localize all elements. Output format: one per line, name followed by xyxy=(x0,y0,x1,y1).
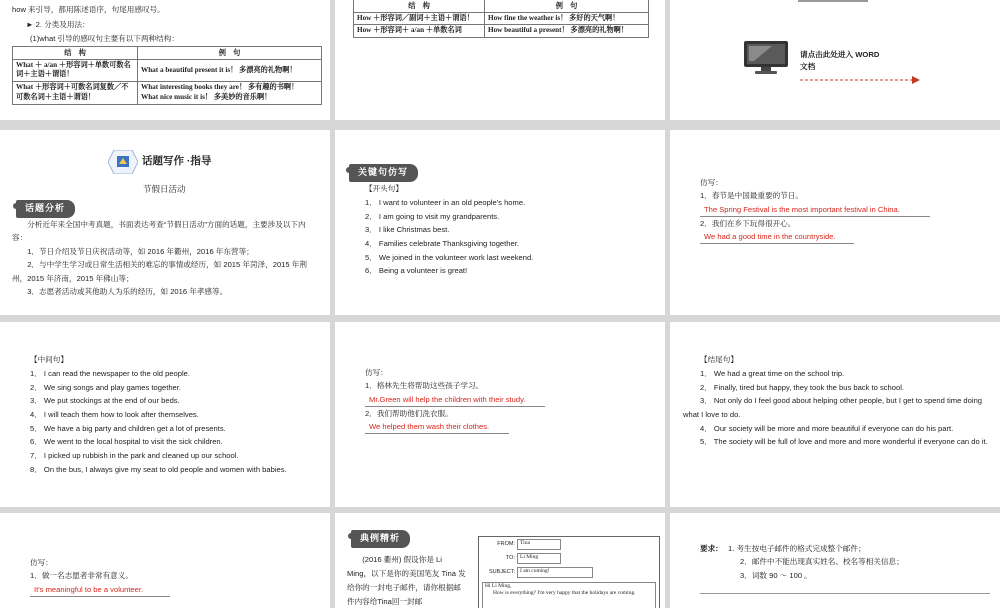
question-line: 2．我们在乡下玩得很开心。 xyxy=(700,218,796,228)
list-item: 8． On the bus, I always give my seat to old people and women with babies. xyxy=(30,464,287,474)
list-item: 4． Our society will be more and more beautiful if everyone can do his part. xyxy=(700,423,954,433)
email-panel xyxy=(478,536,660,608)
slide-requirements[interactable] xyxy=(670,513,1000,608)
email-body xyxy=(482,582,656,608)
example-text: (2016 衢州) 假设你是 Li Ming，以下是你的美国笔友 Tina 发给你的一封电子邮件，请你根据邮件内容给Tina回一封邮 xyxy=(347,555,466,607)
answer-line: We helped them wash their clothes. xyxy=(365,420,509,434)
sentence-list xyxy=(365,196,533,278)
section-head: 【中间句】 xyxy=(30,355,68,364)
divider xyxy=(700,593,990,594)
answer-line: The Spring Festival is the most important festival in China. xyxy=(700,203,930,217)
how-table xyxy=(353,0,649,38)
table-cell: How ＋形容词＋ a/an ＋单数名词 xyxy=(354,25,485,38)
list-item: 4． Families celebrate Thanksgiving together. xyxy=(365,238,519,248)
list-item: 5． We joined in the volunteer work last weekend. xyxy=(365,252,534,262)
question-line: 1．春节是中国最重要的节日。 xyxy=(700,191,803,201)
sentence-list xyxy=(683,367,989,449)
section-badge: 典例精析 xyxy=(351,530,410,548)
section-head: 【开头句】 xyxy=(365,184,403,193)
monitor-icon[interactable] xyxy=(742,39,790,75)
analysis-paragraph: 分析近年来全国中考真题，书面表达考查“节假日活动”方面的话题，主要涉及以下内容： xyxy=(12,220,306,243)
list-item: 5． The society will be full of love and more and more wonderful if everyone can do it. xyxy=(700,437,988,447)
slide-how-exclamation[interactable] xyxy=(335,0,665,120)
practice-label: 仿写： xyxy=(30,558,53,567)
table-cell xyxy=(138,82,322,104)
table-cell: How ＋形容词／副词＋主语＋谓语！ xyxy=(354,12,485,25)
email-to-label: TO: xyxy=(505,555,515,561)
topic-logo-icon xyxy=(108,150,138,174)
slide-opening-sentences[interactable] xyxy=(335,130,665,315)
slide-practice-1[interactable] xyxy=(670,130,1000,315)
what-title: (1)what 引导的感叹句主要有以下两种结构： xyxy=(30,34,179,43)
table-header: 例 句 xyxy=(485,0,649,12)
list-item: 5． We have a big party and children get a lot of presents. xyxy=(30,423,226,433)
list-item: 3． Not only do I feel good about helping other people, but I get to spend time doing what I love to do. xyxy=(683,396,983,419)
table-row xyxy=(13,82,322,104)
email-to-field: Li Ming xyxy=(517,553,561,564)
list-item: 2． Finally, tired but happy, they took the bus back to school. xyxy=(700,382,905,392)
table-cell: What a beautiful present it is！ 多漂亮的礼物啊！ xyxy=(138,59,322,81)
list-item: 7． I picked up rubbish in the park and cleaned up our school. xyxy=(30,450,239,460)
example-line: What nice music it is！ 多美妙的音乐啊！ xyxy=(141,92,272,101)
list-item: 6． Being a volunteer is great! xyxy=(365,266,468,276)
example-line: What interesting books they are！ 多有趣的书啊！ xyxy=(141,83,299,92)
intro-text: how 来引导，都用陈述语序，句尾用感叹号。 xyxy=(12,5,165,14)
section-badge: 关键句仿写 xyxy=(349,164,418,182)
list-item: 4． I will teach them how to look after themselves. xyxy=(30,409,199,419)
table-header: 例 句 xyxy=(138,47,322,60)
list-item: 3．志愿者活动或其他助人为乐的经历，如 2016 年孝感等。 xyxy=(27,286,228,296)
table-row xyxy=(13,59,322,81)
answer-line: Mr.Green will help the children with their study. xyxy=(365,393,545,407)
answer-line: It's meaningful to be a volunteer. xyxy=(30,583,170,597)
answer-line: We had a good time in the countryside. xyxy=(700,230,854,244)
question-line: 2．我们帮助他们洗衣服。 xyxy=(365,408,453,418)
slide-topic-analysis[interactable] xyxy=(0,130,330,315)
practice-label: 仿写： xyxy=(365,368,388,377)
list-item: 1． I want to volunteer in an old people's home. xyxy=(365,198,526,207)
email-body-line: Hi Li Ming, xyxy=(485,583,512,589)
table-cell: How fine the weather is！ 多好的天气啊！ xyxy=(485,12,649,25)
list-item: 1. 考生按电子邮件的格式完成整个邮件； xyxy=(728,544,866,553)
divider xyxy=(798,0,868,2)
slide-word-link[interactable] xyxy=(670,0,1000,120)
list-item: 2． We sing songs and play games together. xyxy=(30,382,181,392)
what-table xyxy=(12,46,322,105)
slide-practice-2[interactable] xyxy=(335,322,665,507)
slide-practice-3[interactable] xyxy=(0,513,330,608)
list-item: 2．与中学生学习或日常生活相关的难忘的事情或经历，如 2015 年菏泽，2015 年荆州，2015 年济南，2015 年佛山等； xyxy=(12,260,307,283)
sub-heading: ► 2. 分类及用法： xyxy=(26,20,90,29)
requirements-list xyxy=(728,542,904,582)
list-item: 3．词数 90 ～ 100 。 xyxy=(740,570,812,580)
table-cell: What ＋形容词＋可数名词复数／不可数名词＋主语＋谓语！ xyxy=(13,82,138,104)
email-body-line: How is everything? I'm very happy that the holidays are coming. xyxy=(493,590,636,597)
list-item: 3． I like Christmas best. xyxy=(365,225,450,235)
word-link[interactable]: 请点击此处进入 WORD 文档 xyxy=(800,50,880,72)
list-item: 2． I am going to visit my grandparents. xyxy=(365,211,500,221)
list-item: 1．节日介绍及节日庆祝活动等，如 2016 年衢州，2016 年东营等； xyxy=(27,247,254,256)
email-subject-label: SUBJECT: xyxy=(489,569,515,575)
table-cell: How beautiful a present！ 多漂亮的礼物啊！ xyxy=(485,25,649,38)
practice-label: 仿写： xyxy=(700,178,723,187)
requirements-label: 要求： xyxy=(700,544,723,553)
list-item: 6． We went to the local hospital to visit the sick children. xyxy=(30,437,223,447)
list-item: 3． We put stockings at the end of our beds. xyxy=(30,396,180,406)
email-from-field: Tina xyxy=(517,539,561,550)
table-row xyxy=(354,12,649,25)
slide-example-analysis[interactable] xyxy=(335,513,665,608)
slide-middle-sentences[interactable] xyxy=(0,322,330,507)
section-head: 【结尾句】 xyxy=(700,355,738,364)
list-item: 1． We had a great time on the school trip. xyxy=(700,369,845,378)
section-badge: 话题分析 xyxy=(16,200,75,218)
table-cell: What ＋ a/an ＋形容词＋单数可数名词＋主语＋谓语！ xyxy=(13,59,138,81)
sentence-list xyxy=(30,367,287,476)
question-line: 1．做一名志愿者非常有意义。 xyxy=(30,571,133,581)
page-title: 话题写作 ·指导 xyxy=(142,155,212,167)
email-from-label: FROM: xyxy=(497,541,515,547)
link-arrow[interactable] xyxy=(800,75,920,83)
table-row xyxy=(354,25,649,38)
analysis-list xyxy=(12,245,320,298)
list-item: 1． I can read the newspaper to the old people. xyxy=(30,369,190,378)
page-subtitle: 节假日活动 xyxy=(143,184,186,194)
email-subject-field: I am coming! xyxy=(517,567,593,578)
list-item: 2．邮件中不能出现真实姓名、校名等相关信息； xyxy=(740,557,904,567)
question-line: 1．格林先生将帮助这些孩子学习。 xyxy=(365,381,484,391)
table-header: 结 构 xyxy=(354,0,485,12)
table-header: 结 构 xyxy=(13,47,138,60)
slide-what-exclamation[interactable] xyxy=(0,0,330,120)
slide-ending-sentences[interactable] xyxy=(670,322,1000,507)
